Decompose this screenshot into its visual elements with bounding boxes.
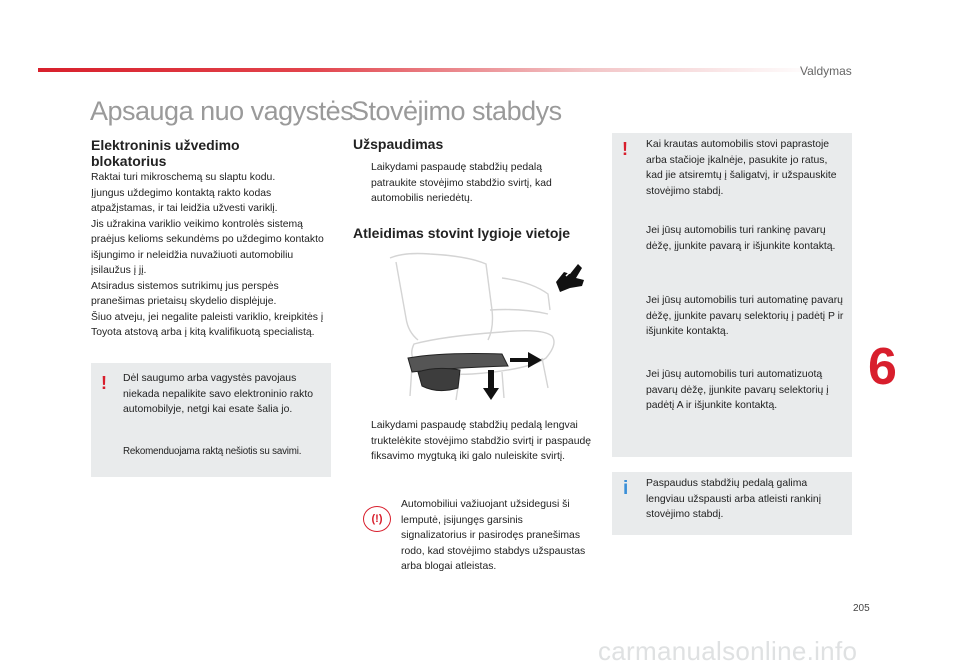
manual-gearbox-para: Jei jūsų automobilis turi rankinę pavarų dėžę, įjunkite pavarą ir išjunkite kontaktą.	[646, 225, 836, 252]
immobilizer-paragraph: Raktai turi mikroschemą su slaptu kodu.	[91, 172, 276, 183]
brake-warning-text: Automobiliui važiuojant užsidegusi ši lemputė, įsijungęs garsinis signalizatorius ir pasirodęs pranešimas rodo, kad stovėjimo stabdys užspaustas arba blogai atleistas.	[401, 499, 586, 572]
parking-brake-illustration	[352, 248, 592, 408]
key-warning-note: Rekomenduojama raktą nešiotis su savimi.	[123, 446, 302, 457]
page-number: 205	[853, 603, 870, 614]
key-warning-box	[91, 363, 331, 477]
release-step-text: Laikydami paspaudę stabdžių pedalą lengvai truktelėkite stovėjimo stabdžio svirtį ir paspaudę fiksavimo mygtuką iki galo nuleiskite svirtį.	[371, 420, 592, 462]
parking-brake-title: Stovėjimo stabdys	[351, 96, 562, 126]
release-heading: Atleidimas stovint lygioje vietoje	[353, 225, 571, 241]
header-bar	[38, 68, 818, 72]
immobilizer-paragraph: Jis užrakina variklio veikimo kontrolės sistemą praėjus kelioms sekundėms po uždegimo kontakto išjungimo ir neleidžia nuvažiuoti automobiliu įsilaužus į jį.	[91, 218, 324, 276]
apply-step-text: Laikydami paspaudę stabdžių pedalą patraukite stovėjimo stabdžio svirtį, kad automobilis neriedėtų.	[371, 162, 552, 204]
automated-gearbox-para: Jei jūsų automobilis turi automatizuotą pavarų dėžę, įjunkite pavarų selektorių į padėtį A ir išjunkite kontaktą.	[646, 369, 829, 411]
hand-icon	[556, 264, 584, 292]
slope-warning-para: Kai krautas automobilis stovi paprastoje arba stačioje įkalnėje, pasukite jo ratus, kad jie atsiremtų į šaligatvį, ir užspauskite stovėjimo stabdį.	[646, 139, 837, 197]
left-title: Apsauga nuo vagystės	[90, 96, 354, 126]
bullet-icon	[353, 160, 365, 207]
section-label: Valdymas	[800, 64, 852, 78]
bullet-icon	[353, 418, 365, 465]
warning-icon: !	[101, 373, 107, 393]
brake-warning-lamp-icon: (!)	[363, 506, 391, 532]
immobilizer-paragraph: Šiuo atveju, jei negalite paleisti variklio, kreipkitės į Toyota atstovą arba į kitą kvalifikuotą specialistą.	[91, 311, 324, 338]
immobilizer-text	[91, 170, 331, 341]
automatic-gearbox-para: Jei jūsų automobilis turi automatinę pavarų dėžę, įjunkite pavarų selektorių į padėtį P ir išjunkite kontaktą.	[646, 295, 844, 337]
apply-heading: Užspaudimas	[353, 136, 444, 152]
info-icon: i	[623, 478, 629, 499]
warning-icon: !	[622, 139, 628, 159]
info-text: Paspaudus stabdžių pedalą galima lengviau užspausti arba atleisti rankinį stovėjimo stabdį.	[646, 478, 822, 520]
key-warning-text: Dėl saugumo arba vagystės pavojaus niekada nepalikite savo elektroninio rakto automobilyje, netgi kai esate šalia jo.	[123, 373, 314, 415]
footer-watermark: carmanualsonline.info	[598, 636, 858, 666]
immobilizer-heading: Elektroninis užvedimo blokatorius	[91, 137, 240, 169]
apply-step	[353, 160, 588, 207]
chapter-number: 6	[868, 338, 897, 396]
immobilizer-paragraph: Atsiradus sistemos sutrikimų jus perspės pranešimas prietaisų skydelio displėjuje.	[91, 280, 279, 307]
release-step	[353, 418, 593, 465]
immobilizer-paragraph: Įjungus uždegimo kontaktą rakto kodas atpažįstamas, ir tai leidžia užvesti variklį.	[91, 187, 278, 214]
seat-back-outline	[390, 254, 493, 341]
info-box	[612, 472, 852, 535]
slope-warning-box	[612, 133, 852, 457]
